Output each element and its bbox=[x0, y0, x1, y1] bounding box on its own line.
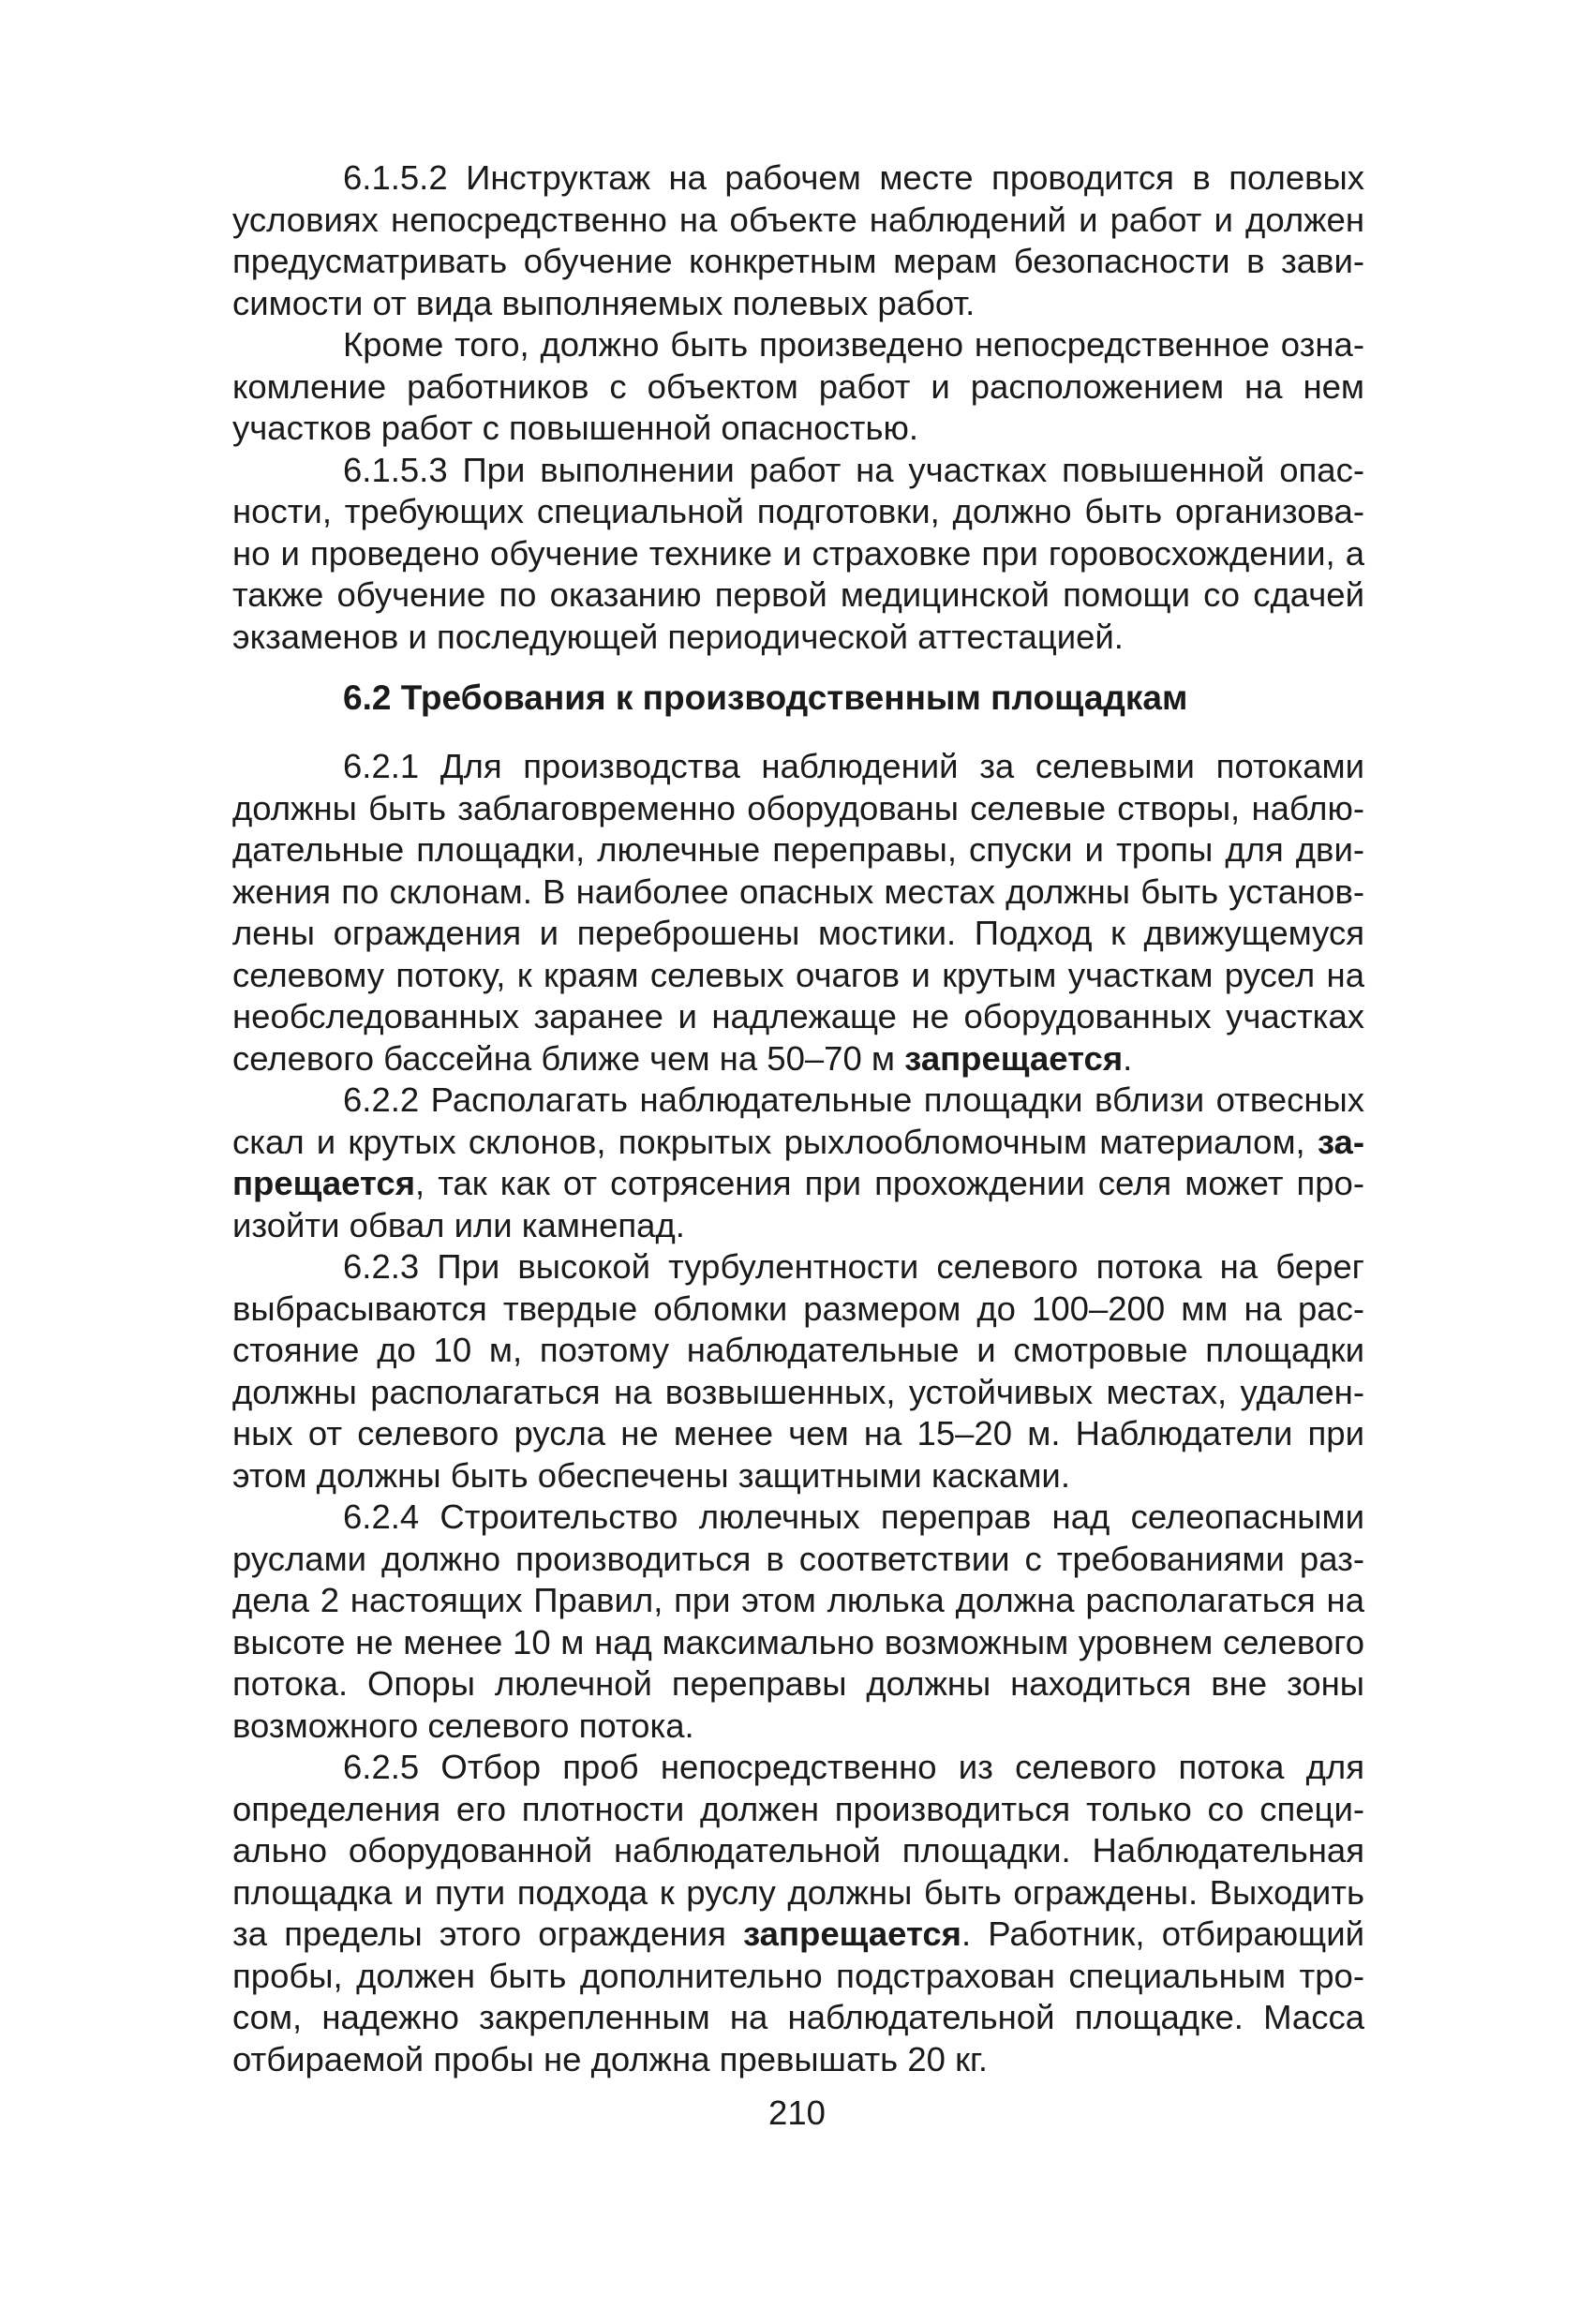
paragraph-6-1-5-2: 6.1.5.2 Инструктаж на рабочем месте проводится в полевых условиях непосредственно на объекте наблюдений и работ и должен предусматривать обучение конкретным мерам безопасности в зависимости от вида выполняемых полевых работ. bbox=[232, 158, 1364, 322]
paragraph-6-2-1 bbox=[232, 746, 1364, 1080]
paragraph-6-2-5-end: . Работник, отбирающий пробы, должен быть дополнительно подстрахован специальным тросом, надежно закрепленным на наблюдательной площадке. Масса отбираемой пробы не должна превышать 20 кг. bbox=[232, 1914, 1364, 2078]
paragraph-6-2-2-text: 6.2.2 Располагать наблюдательные площадки вблизи отвесных скал и крутых склонов, покрытых рыхлообломочным материалом, bbox=[232, 1080, 1364, 1161]
paragraph-6-2-4: 6.2.4 Строительство люлечных переправ над селеопасными руслами должно производиться в соответствии с требованиями раздела 2 настоящих Правил, при этом люлька должна располагаться на высоте не менее 10 м над максимально возможным уровнем селевого потока. Опоры люлечной переправы должны находиться вне зоны возможного селевого потока. bbox=[232, 1497, 1364, 1745]
paragraph-6-2-1-end: . bbox=[1123, 1038, 1133, 1078]
prohibited-emphasis: запрещается bbox=[743, 1914, 961, 1953]
paragraph-6-2-2-end: , так как от сотрясения при прохождении селя может произойти обвал или камнепад. bbox=[232, 1164, 1364, 1244]
section-heading-6-2: 6.2 Требования к производственным площадкам bbox=[343, 678, 1188, 717]
prohibited-emphasis: запрещается bbox=[904, 1038, 1124, 1078]
paragraph-6-2-3: 6.2.3 При высокой турбулентности селевого потока на берег выбрасываются твердые обломки размером до 100–200 мм на расстояние до 10 м, поэтому наблюдательные и смотровые площадки должны располагаться на возвышенных, устойчивых местах, удаленных от селевого русла не менее чем на 15–20 м. Наблюдатели при этом должны быть обеспечены защитными касками. bbox=[232, 1247, 1364, 1495]
paragraph-6-2-1-text: 6.2.1 Для производства наблюдений за селевыми потоками должны быть заблаговременно оборудованы селевые створы, наблюдательные площадки, люлечные переправы, спуски и тропы для движения по склонам. В наиболее опасных местах должны быть установлены ограждения и переброшены мостики. Подход к движущемуся селевому потоку, к краям селевых очагов и крутым участкам русел на необследованных заранее и надлежаще не оборудованных участках селевого бассейна ближе чем на 50–70 м bbox=[232, 747, 1364, 1078]
paragraph-6-2-5 bbox=[232, 1747, 1364, 2080]
paragraph-6-1-5-3: 6.1.5.3 При выполнении работ на участках повышенной опасности, требующих специальной подготовки, должно быть организовано и проведено обучение технике и страховке при горовосхождении, а также обучение по оказанию первой медицинской помощи со сдачей экзаменов и последующей периодической аттестацией. bbox=[232, 450, 1364, 656]
prohibited-emphasis: запрещается bbox=[232, 1122, 1364, 1202]
paragraph-familiarization: Кроме того, должно быть произведено непосредственное ознакомление работников с объектом работ и расположением на нем участков работ с повышенной опасностью. bbox=[232, 325, 1364, 447]
page-content bbox=[232, 157, 1364, 2080]
paragraph-6-2-2 bbox=[232, 1080, 1364, 1246]
paragraph-6-2-5-text: 6.2.5 Отбор проб непосредственно из селевого потока для определения его плотности должен производиться только со специально оборудованной наблюдательной площадки. Наблюдательная площадка и пути подхода к руслу должны быть ограждены. Выходить за пределы этого ограждения bbox=[232, 1748, 1364, 1953]
page-number: 210 bbox=[768, 2093, 826, 2132]
